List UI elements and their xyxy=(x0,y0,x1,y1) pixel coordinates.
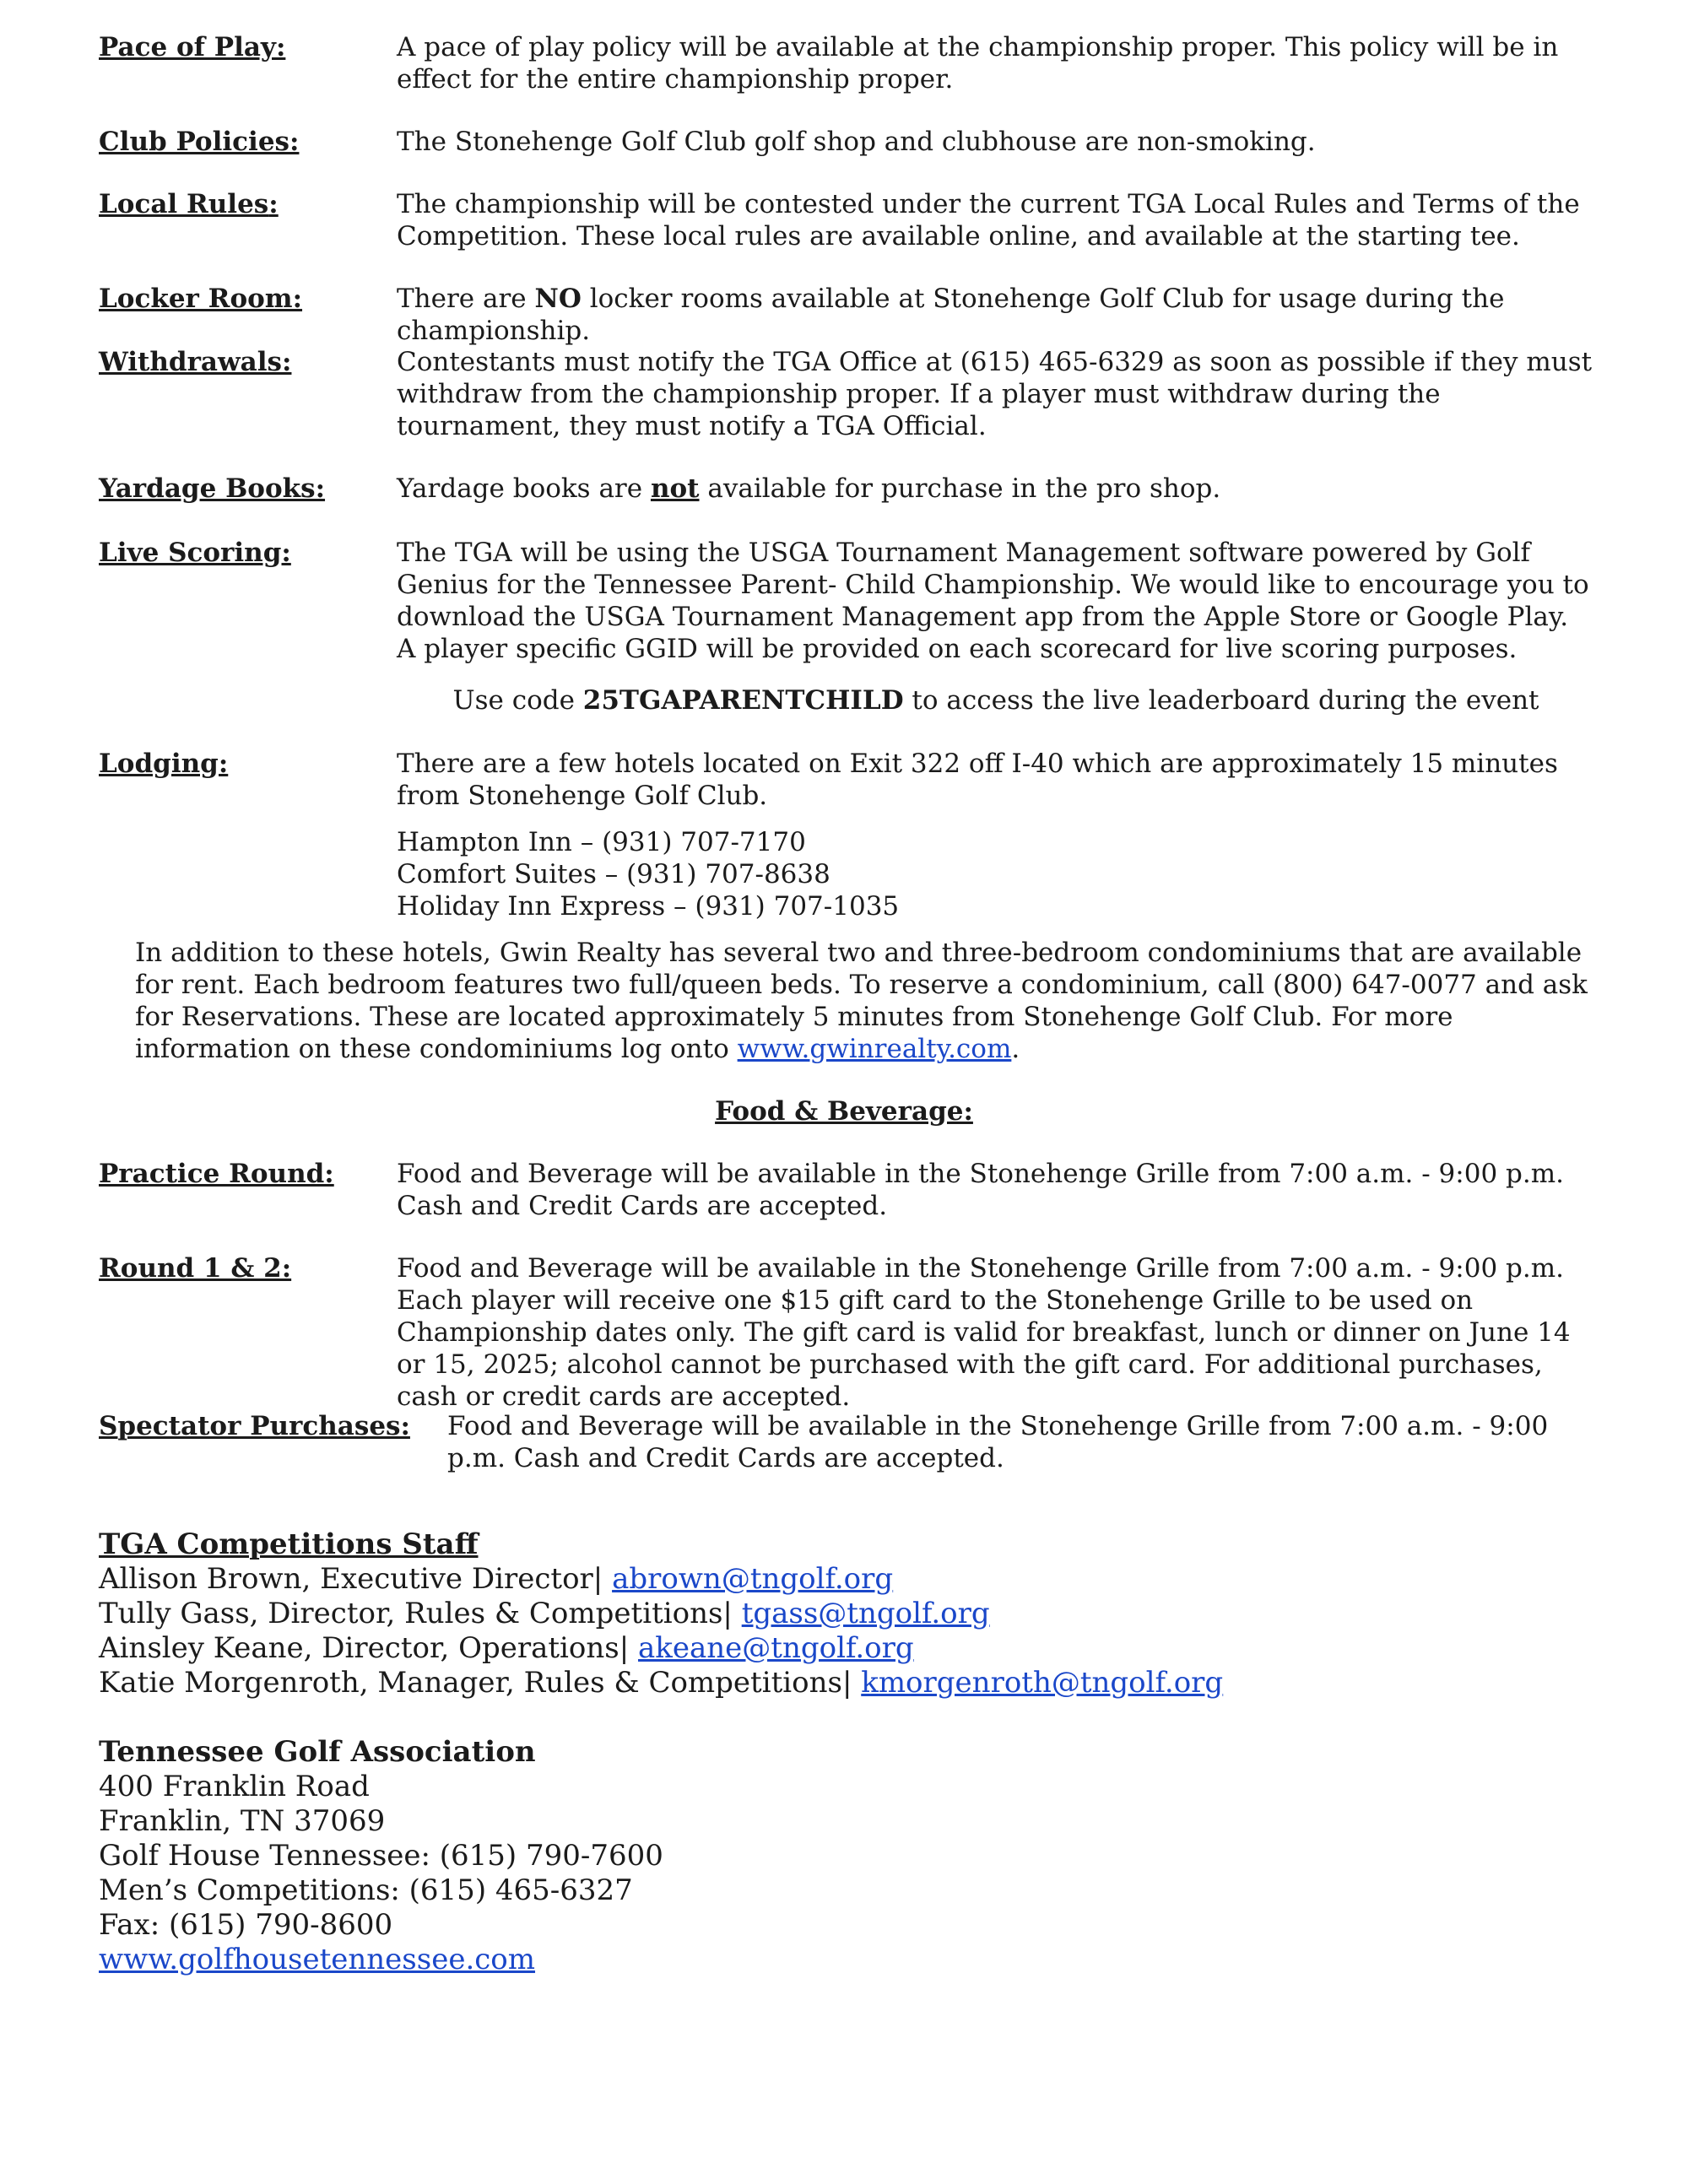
club-policies-text: The Stonehenge Golf Club golf shop and clubhouse are non-smoking. xyxy=(397,127,1316,157)
staff-title: TGA Competitions Staff xyxy=(99,1527,479,1561)
locker-room-emphasis: NO xyxy=(534,284,582,314)
staff-member: Ainsley Keane, Director, Operations| akeane@tngolf.org xyxy=(99,1631,914,1665)
staff-member: Katie Morgenroth, Manager, Rules & Competitions| kmorgenroth@tngolf.org xyxy=(99,1666,1224,1700)
locker-room-label: Locker Room: xyxy=(99,284,303,314)
staff-email-link[interactable]: abrown@tngolf.org xyxy=(612,1562,894,1596)
hotel-item: Hampton Inn – (931) 707-7170 xyxy=(397,827,806,857)
association-address-line: 400 Franklin Road xyxy=(99,1770,370,1803)
mens-competitions-phone: Men’s Competitions: (615) 465-6327 xyxy=(99,1873,633,1907)
practice-round-label: Practice Round: xyxy=(99,1159,334,1189)
spectator-purchases-text: Food and Beverage will be available in the Stonehenge Grille from 7:00 a.m. - 9:00 p.m. Cash and Credit Cards are accepted. xyxy=(447,1411,1549,1473)
live-scoring-text: The TGA will be using the USGA Tournament Management software powered by Golf Genius for the Tennessee Parent- Child Championship. We would like to encourage you to download the USGA Tournament Management app from the Apple Store or Google Play. A player specific GGID will be provided on each scorecard for live scoring purposes. xyxy=(397,538,1589,664)
association-section xyxy=(99,1735,1618,1977)
gwin-realty-link[interactable]: www.gwinrealty.com xyxy=(737,1034,1012,1064)
hotel-list xyxy=(397,826,1595,922)
spectator-purchases-label: Spectator Purchases: xyxy=(99,1411,410,1441)
local-rules-label: Local Rules: xyxy=(99,189,279,219)
yardage-books-text: Yardage books are not available for purchase in the pro shop. xyxy=(397,473,1221,504)
live-scoring-label: Live Scoring: xyxy=(99,538,291,568)
lodging-text: There are a few hotels located on Exit 322 off I-40 which are approximately 15 minutes from Stonehenge Golf Club. xyxy=(397,749,1558,811)
practice-round-text: Food and Beverage will be available in the Stonehenge Grille from 7:00 a.m. - 9:00 p.m. Cash and Credit Cards are accepted. xyxy=(397,1159,1564,1221)
local-rules-text: The championship will be contested under the current TGA Local Rules and Terms of the Competition. These local rules are available online, and available at the starting tee. xyxy=(397,189,1580,251)
leaderboard-code-line: Use code 25TGAPARENTCHILD to access the live leaderboard during the event xyxy=(452,685,1539,716)
round-1-2-label: Round 1 & 2: xyxy=(99,1253,292,1284)
leaderboard-code: 25TGAPARENTCHILD xyxy=(582,685,904,716)
withdrawals-label: Withdrawals: xyxy=(99,347,292,377)
condominium-paragraph: In addition to these hotels, Gwin Realty has several two and three-bedroom condominiums that are available for rent. Each bedroom features two full/queen beds. To reserve a condominium, call (800) 647-0077 and ask for Reservations. These are located approximately 5 minutes from Stonehenge Golf Club. For more information on these condominiums log onto www.gwinrealty.com. xyxy=(135,938,1588,1064)
staff-section xyxy=(99,1527,1618,1700)
staff-email-link[interactable]: tgass@tngolf.org xyxy=(741,1597,990,1630)
lodging-label: Lodging: xyxy=(99,749,229,779)
pace-of-play-text: A pace of play policy will be available at the championship proper. This policy will be in effect for the entire championship proper. xyxy=(397,32,1559,95)
withdrawals-text: Contestants must notify the TGA Office at (615) 465-6329 as soon as possible if they must withdraw from the championship proper. If a player must withdraw during the tournament, they must notify a TGA Official. xyxy=(397,347,1593,441)
staff-email-link[interactable]: akeane@tngolf.org xyxy=(638,1631,914,1665)
club-policies-label: Club Policies: xyxy=(99,127,300,157)
fax-number: Fax: (615) 790-8600 xyxy=(99,1908,393,1942)
round-1-2-text: Food and Beverage will be available in the Stonehenge Grille from 7:00 a.m. - 9:00 p.m. Each player will receive one $15 gift card to the Stonehenge Grille to be used on Championship dates only. The gift card is valid for breakfast, lunch or dinner on June 14 or 15, 2025; alcohol cannot be purchased with the gift card. For additional purchases, cash or credit cards are accepted. xyxy=(397,1253,1571,1412)
yardage-books-label: Yardage Books: xyxy=(99,473,326,504)
locker-room-text: There are NO locker rooms available at Stonehenge Golf Club for usage during the championship. xyxy=(397,284,1505,346)
food-beverage-heading: Food & Beverage: xyxy=(715,1096,973,1127)
golf-house-website-link[interactable]: www.golfhousetennessee.com xyxy=(99,1943,536,1976)
pace-of-play-label: Pace of Play: xyxy=(99,32,286,62)
hotel-item: Comfort Suites – (931) 707-8638 xyxy=(397,859,830,889)
golf-house-phone: Golf House Tennessee: (615) 790-7600 xyxy=(99,1839,663,1873)
staff-member: Allison Brown, Executive Director| abrown@tngolf.org xyxy=(99,1562,894,1596)
association-city-line: Franklin, TN 37069 xyxy=(99,1804,386,1838)
hotel-item: Holiday Inn Express – (931) 707-1035 xyxy=(397,891,900,922)
staff-email-link[interactable]: kmorgenroth@tngolf.org xyxy=(861,1666,1224,1700)
association-title: Tennessee Golf Association xyxy=(99,1735,536,1769)
yardage-emphasis: not xyxy=(650,473,700,504)
staff-member: Tully Gass, Director, Rules & Competitions| tgass@tngolf.org xyxy=(99,1597,990,1630)
